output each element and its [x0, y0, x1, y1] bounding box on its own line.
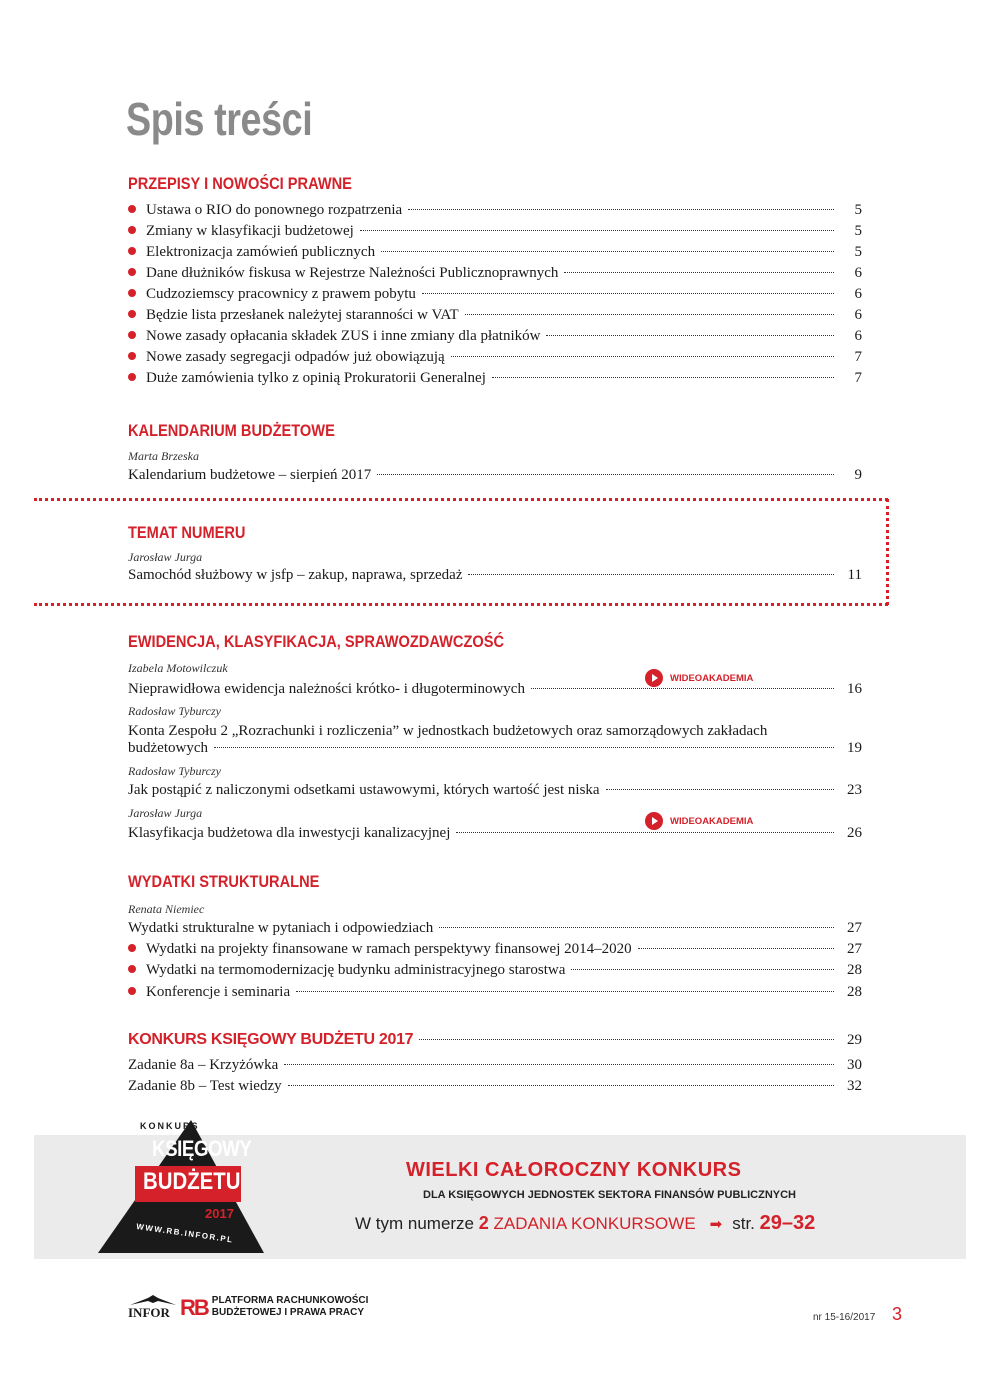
toc-entry-title: Wydatki na projekty finansowane w ramach perspektywy finansowej 2014–2020 [146, 941, 632, 957]
toc-entry-title: Jak postąpić z naliczonymi odsetkami ustawowymi, których wartość jest niska [128, 782, 600, 798]
toc-entry[interactable] [128, 242, 862, 262]
toc-page-number: 6 [854, 328, 862, 344]
toc-page-number: 28 [847, 984, 862, 1000]
bullet-icon [128, 373, 136, 381]
banner-line-tasks: ZADANIA KONKURSOWE [493, 1214, 696, 1233]
toc-page-number: 28 [847, 962, 862, 978]
platform-name [212, 1295, 369, 1319]
infor-logo [128, 1295, 178, 1321]
leader-dots [408, 208, 834, 210]
leader-dots [439, 926, 834, 928]
bullet-icon [128, 205, 136, 213]
toc-page-number: 6 [854, 265, 862, 281]
toc-entry[interactable] [128, 326, 862, 346]
toc-page-number: 6 [854, 307, 862, 323]
toc-entry-title: Będzie lista przesłanek należytej staranności w VAT [146, 307, 459, 323]
leader-dots [296, 990, 834, 992]
toc-entry-title: Nowe zasady opłacania składek ZUS i inne zmiany dla płatników [146, 328, 541, 344]
toc-page-number: 26 [847, 825, 862, 841]
toc-entry[interactable] [128, 305, 862, 325]
bullet-icon [128, 352, 136, 360]
author-name: Izabela Motowilczuk [128, 661, 228, 675]
platform-line1: PLATFORMA RACHUNKOWOŚCI [211, 1295, 369, 1306]
leader-dots [468, 573, 834, 575]
toc-entry[interactable] [128, 738, 862, 758]
section-heading-kalendarium[interactable]: KALENDARIUM BUDŻETOWE [128, 421, 335, 440]
leader-dots [606, 788, 834, 790]
toc-entry[interactable] [128, 1030, 862, 1050]
toc-entry[interactable] [128, 1076, 862, 1096]
toc-entry[interactable] [128, 960, 862, 980]
banner-line-count: 2 [478, 1213, 489, 1233]
toc-entry[interactable] [128, 221, 862, 241]
dotted-frame-bottom [34, 603, 888, 606]
leader-dots [214, 746, 834, 748]
leader-dots [564, 271, 834, 273]
toc-entry[interactable] [128, 679, 862, 699]
dotted-frame-top [34, 498, 888, 501]
toc-page-number: 19 [847, 740, 862, 756]
bullet-icon [128, 310, 136, 318]
leader-dots [531, 687, 834, 689]
logo-year: 2017 [205, 1206, 234, 1221]
toc-entry-title: Kalendarium budżetowe – sierpień 2017 [128, 467, 372, 483]
section-heading-przepisy[interactable]: PRZEPISY I NOWOŚCI PRAWNE [128, 174, 352, 193]
logo-budzetu: BUDŻETU [143, 1168, 241, 1195]
publisher-logo[interactable] [128, 1295, 368, 1321]
leader-dots [571, 968, 834, 970]
banner-line-str: str. [732, 1214, 755, 1233]
bullet-icon [128, 289, 136, 297]
logo-konkurs: KONKURS [140, 1121, 200, 1131]
bullet-icon [128, 226, 136, 234]
toc-page-number: 27 [847, 941, 862, 957]
toc-entry[interactable] [128, 823, 862, 843]
leader-dots [492, 376, 834, 378]
toc-page-number: 7 [854, 349, 862, 365]
toc-page-number: 23 [847, 782, 862, 798]
toc-entry-title: Elektronizacja zamówień publicznych [146, 244, 376, 260]
video-academy-label: WIDEOAKADEMIA [670, 672, 754, 684]
toc-page-number: 5 [854, 223, 862, 239]
rb-logo: RB [180, 1295, 208, 1320]
bullet-icon [128, 268, 136, 276]
section-heading-konkurs: KONKURS KSIĘGOWY BUDŻETU 2017 [128, 1031, 414, 1048]
leader-dots [638, 947, 834, 949]
issue-number: nr 15-16/2017 [813, 1312, 876, 1323]
toc-entry-title: Nowe zasady segregacji odpadów już obowiązują [146, 349, 445, 365]
toc-entry-title: Wydatki na termomodernizację budynku administracyjnego starostwa [146, 962, 566, 978]
toc-entry[interactable] [128, 939, 862, 959]
leader-dots [381, 250, 834, 252]
bullet-icon [128, 247, 136, 255]
toc-entry-title: Duże zamówienia tylko z opinią Prokuratorii Generalnej [146, 370, 486, 386]
toc-entry-title: Zadanie 8b – Test wiedzy [128, 1078, 282, 1094]
author-name: Jarosław Jurga [128, 550, 203, 564]
page-title: Spis treści [126, 93, 313, 145]
leader-dots [456, 831, 834, 833]
toc-page-number: 16 [847, 681, 862, 697]
banner-issue-line [355, 1212, 815, 1235]
toc-entry-title: Konferencje i seminaria [146, 984, 291, 1000]
toc-entry[interactable] [128, 1055, 862, 1075]
toc-entry-title: Ustawa o RIO do ponownego rozpatrzenia [146, 202, 403, 218]
author-name: Marta Brzeska [128, 449, 199, 463]
toc-entry[interactable] [128, 918, 862, 938]
leader-dots [360, 229, 834, 231]
infor-wordmark: INFOR [128, 1305, 170, 1320]
toc-page-number: 32 [847, 1078, 862, 1094]
section-heading-temat-numeru[interactable]: TEMAT NUMERU [128, 523, 246, 542]
toc-page-number: 27 [847, 920, 862, 936]
toc-entry[interactable] [128, 565, 862, 585]
leader-dots [377, 473, 834, 475]
toc-entry-title: Cudzoziemscy pracownicy z prawem pobytu [146, 286, 416, 302]
toc-page-number: 5 [854, 202, 862, 218]
leader-dots [419, 1038, 834, 1040]
toc-entry[interactable] [128, 263, 862, 283]
toc-entry[interactable] [128, 347, 862, 367]
banner-line-pages: 29–32 [759, 1212, 816, 1234]
leader-dots [546, 334, 834, 336]
toc-entry-title: Klasyfikacja budżetowa dla inwestycji kanalizacyjnej [128, 825, 451, 841]
toc-entry-title: Zmiany w klasyfikacji budżetowej [146, 223, 354, 239]
leader-dots [284, 1063, 834, 1065]
bullet-icon [128, 965, 136, 973]
toc-entry[interactable] [128, 284, 862, 304]
bullet-icon [128, 944, 136, 952]
toc-entry[interactable] [128, 368, 862, 388]
bullet-icon [128, 987, 136, 995]
toc-page-number: 9 [854, 467, 862, 483]
toc-entry-title-line2: budżetowych [128, 740, 208, 756]
section-heading-wydatki[interactable]: WYDATKI STRUKTURALNE [128, 872, 320, 891]
toc-entry-title-line1[interactable]: Konta Zespołu 2 „Rozrachunki i rozliczenia” w jednostkach budżetowych oraz samorządowych zakładach [128, 723, 768, 739]
dotted-frame-side [886, 499, 889, 605]
leader-dots [465, 313, 834, 315]
video-academy-label: WIDEOAKADEMIA [670, 815, 754, 827]
toc-entry[interactable] [128, 465, 862, 485]
platform-line2: BUDŻETOWEJ I PRAWA PRACY [211, 1307, 365, 1318]
author-name: Radosław Tyburczy [128, 704, 221, 718]
toc-page-number: 11 [847, 567, 862, 583]
section-heading-ewidencja[interactable]: EWIDENCJA, KLASYFIKACJA, SPRAWOZDAWCZOŚĆ [128, 632, 505, 651]
author-name: Radosław Tyburczy [128, 764, 221, 778]
author-name: Jarosław Jurga [128, 806, 203, 820]
leader-dots [288, 1084, 834, 1086]
toc-entry-title: Nieprawidłowa ewidencja należności krótko- i długoterminowych [128, 681, 525, 697]
toc-page-number: 6 [854, 286, 862, 302]
banner-headline: WIELKI CAŁOROCZNY KONKURS [406, 1159, 742, 1181]
toc-page-number: 5 [854, 244, 862, 260]
banner-subheadline: DLA KSIĘGOWYCH JEDNOSTEK SEKTORA FINANSÓW PUBLICZNYCH [423, 1189, 796, 1201]
toc-entry[interactable] [128, 200, 862, 220]
toc-page-number: 29 [847, 1032, 862, 1048]
logo-ksiegowy: KSIĘGOWY [152, 1136, 252, 1161]
toc-entry-title: Zadanie 8a – Krzyżówka [128, 1057, 279, 1073]
page-number: 3 [892, 1304, 903, 1324]
logo-url: WWW.RB.INFOR.PL [135, 1222, 235, 1245]
toc-page-number: 30 [847, 1057, 862, 1073]
toc-entry-title: Dane dłużników fiskusa w Rejestrze Należności Publicznoprawnych [146, 265, 559, 281]
leader-dots [451, 355, 834, 357]
banner-line-prefix: W tym numerze [355, 1214, 475, 1233]
leader-dots [422, 292, 834, 294]
toc-entry[interactable] [128, 982, 862, 1002]
toc-entry-title: Samochód służbowy w jsfp – zakup, naprawa, sprzedaż [128, 567, 463, 583]
arrow-right-icon: ➡ [709, 1216, 723, 1233]
bullet-icon [128, 331, 136, 339]
author-name: Renata Niemiec [128, 902, 205, 916]
toc-entry-title: Wydatki strukturalne w pytaniach i odpowiedziach [128, 920, 434, 936]
toc-entry[interactable] [128, 780, 862, 800]
toc-page-number: 7 [854, 370, 862, 386]
